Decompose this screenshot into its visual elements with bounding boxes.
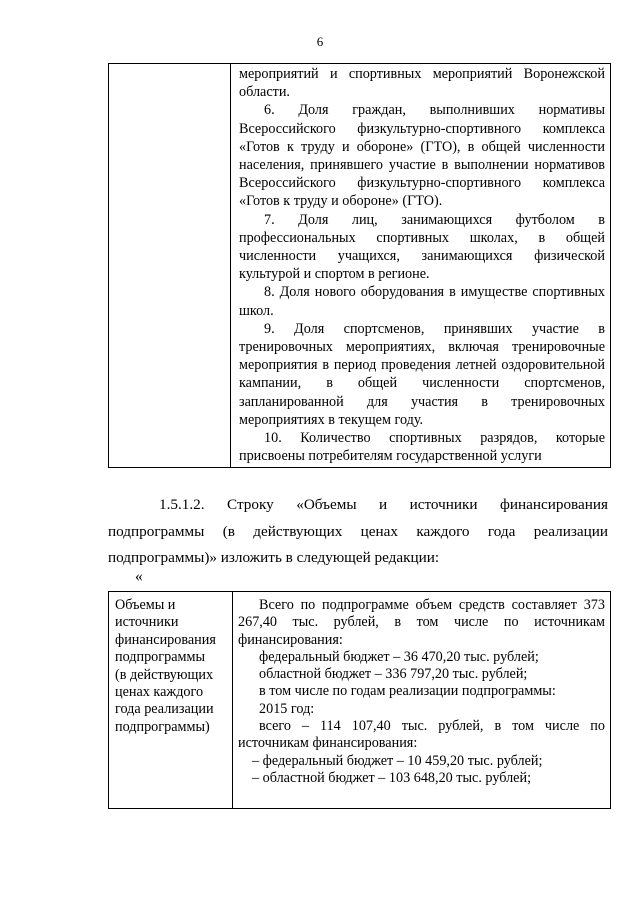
opening-quote: « [135, 568, 143, 585]
funding-paragraph: всего – 114 107,40 тыс. рублей, в том числе по источникам финансирования: [238, 718, 605, 752]
label-line: источники [115, 614, 179, 631]
label-line: подпрограммы [115, 649, 205, 666]
indicator-paragraph: 7. Доля лиц, занимающихся футболом в профессиональных спортивных школах, в общей численности учащихся, занимающихся физической культурой и спортом в регионе. [239, 211, 605, 283]
label-line: финансирования [115, 631, 216, 648]
funding-paragraph: в том числе по годам реализации подпрограммы: [259, 683, 556, 700]
page-number: 6 [316, 34, 324, 49]
indicators-table-right-cell [231, 64, 611, 468]
funding-paragraph: областной бюджет – 336 797,20 тыс. рублей; [259, 666, 528, 683]
funding-table [108, 591, 611, 809]
amendment-line: подпрограммы (в действующих ценах каждого года реализации [108, 522, 608, 540]
label-line: Объемы и [115, 597, 176, 613]
amendment-paragraph [108, 492, 608, 572]
funding-paragraph: – федеральный бюджет – 10 459,20 тыс. рублей; [252, 752, 543, 769]
label-line: ценах каждого [115, 684, 204, 701]
indicator-paragraph: 10. Количество спортивных разрядов, которые присвоены потребителям государственной услуги [239, 430, 605, 465]
indicators-table-left-cell [109, 64, 231, 468]
label-line: подпрограммы) [115, 718, 210, 735]
funding-paragraph: 2015 год: [259, 700, 315, 717]
funding-paragraph: Всего по подпрограмме объем средств составляет 373 267,40 тыс. рублей, в том числе по источникам финансирования: [238, 597, 605, 648]
funding-table-value-cell [233, 592, 611, 809]
funding-table-label-cell [109, 592, 233, 809]
indicator-paragraph: 6. Доля граждан, выполнивших нормативы Всероссийского физкультурно-спортивного комплекса «Готов к труду и обороне» (ГТО), в общей численности населения, принявшего участие в выполнении нормативов Всероссийского физкультурно-спортивного комплекса «Готов к труду и обороне» (ГТО). [239, 102, 605, 210]
amendment-line: 1.5.1.2. Строку «Объемы и источники финансирования [159, 496, 608, 513]
indicator-paragraph: мероприятий и спортивных мероприятий Воронежской области. [239, 66, 605, 101]
funding-paragraph: федеральный бюджет – 36 470,20 тыс. рублей; [259, 648, 539, 665]
indicators-table [108, 63, 611, 468]
indicator-paragraph: 9. Доля спортсменов, принявших участие в тренировочных мероприятиях, включая тренировочные мероприятия в период проведения летней оздоровительной кампании, в общей численности спортсменов, запланированной для участия в тренировочных мероприятиях в текущем году. [239, 320, 605, 428]
funding-paragraph: – областной бюджет – 103 648,20 тыс. рублей; [252, 769, 532, 786]
label-line: года реализации [115, 701, 214, 718]
label-line: (в действующих [115, 666, 214, 683]
indicator-paragraph: 8. Доля нового оборудования в имуществе спортивных школ. [239, 284, 605, 319]
amendment-line: подпрограммы)» изложить в следующей редакции: [108, 549, 440, 567]
